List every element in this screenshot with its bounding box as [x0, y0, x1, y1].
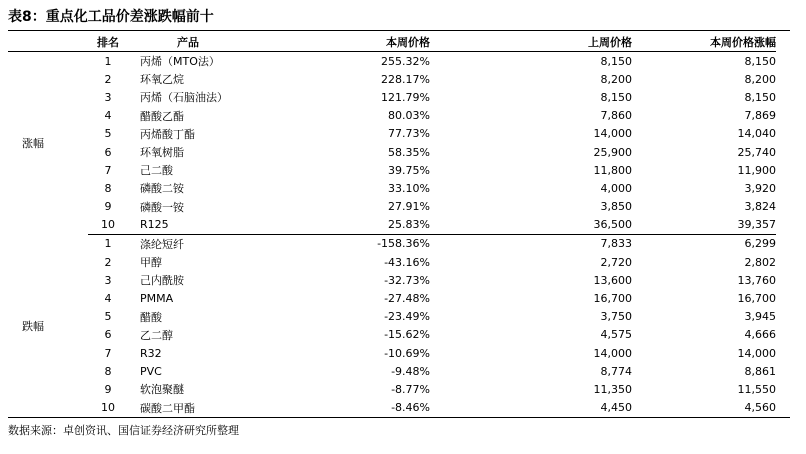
product-cell: R125 — [128, 216, 248, 235]
rank-cell: 1 — [104, 54, 112, 68]
rank-cell: 7 — [104, 163, 112, 177]
table-row — [8, 308, 776, 326]
table-row — [8, 380, 776, 398]
rise-group — [8, 52, 776, 235]
price-change-cell: 7,869 — [744, 109, 776, 123]
current-price-cell: 33.10% — [388, 181, 430, 195]
product-cell: 环氧树脂 — [140, 146, 184, 160]
price-spread-table — [8, 33, 776, 417]
data-source-note: 数据来源：卓创资讯、国信证券经济研究所整理 — [8, 424, 239, 437]
price-change-cell: 8,150 — [744, 90, 776, 104]
current-price-cell: -8.77% — [391, 382, 430, 396]
product-cell: 丙烯（MTO法） — [140, 55, 220, 69]
previous-price-cell: 36,500 — [430, 216, 632, 235]
rank-cell: 8 — [104, 181, 112, 195]
header-rank: 排名 — [97, 36, 119, 49]
product-cell: 己二酸 — [140, 164, 173, 178]
previous-price-cell: 7,860 — [600, 109, 632, 123]
header-previous-price: 上周价格 — [588, 36, 632, 49]
table-row — [8, 344, 776, 362]
price-change-cell: 39,357 — [632, 216, 776, 235]
previous-price-cell: 25,900 — [593, 145, 632, 159]
price-change-cell: 3,945 — [744, 310, 776, 324]
price-change-cell: 8,861 — [744, 364, 776, 378]
price-change-cell: 13,760 — [737, 273, 776, 287]
previous-price-cell: 3,750 — [600, 310, 632, 324]
previous-price-cell: 8,774 — [600, 364, 632, 378]
rank-cell: 6 — [104, 328, 112, 342]
previous-price-cell: 3,850 — [600, 200, 632, 214]
product-cell: R32 — [140, 346, 162, 360]
current-price-cell: 121.79% — [381, 90, 430, 104]
table-row — [8, 326, 776, 344]
current-price-cell: -158.36% — [377, 237, 430, 251]
product-cell: 涤纶短纤 — [140, 237, 184, 251]
current-price-cell: 39.75% — [388, 163, 430, 177]
product-cell: 丙烯酸丁酯 — [140, 127, 195, 141]
current-price-cell: -15.62% — [384, 328, 430, 342]
rank-cell: 5 — [104, 127, 112, 141]
table-row — [8, 125, 776, 143]
product-cell: 己内酰胺 — [140, 274, 184, 288]
product-cell: 乙二醇 — [140, 328, 173, 342]
previous-price-cell: 8,200 — [600, 72, 632, 86]
product-cell: PMMA — [140, 292, 174, 306]
product-cell: 软泡聚醚 — [140, 383, 184, 397]
rank-cell: 1 — [104, 237, 112, 251]
price-change-cell: 11,550 — [737, 382, 776, 396]
rank-cell: 9 — [104, 382, 112, 396]
price-change-cell: 3,824 — [744, 200, 776, 214]
header-current-price: 本周价格 — [386, 36, 430, 49]
previous-price-cell: 4,575 — [600, 328, 632, 342]
rank-cell: 2 — [104, 255, 112, 269]
current-price-cell: -27.48% — [384, 292, 430, 306]
price-change-cell: 25,740 — [737, 145, 776, 159]
table-row — [8, 399, 776, 417]
rank-cell: 10 — [101, 401, 115, 415]
rank-cell: 6 — [104, 145, 112, 159]
current-price-cell: -10.69% — [384, 346, 430, 360]
previous-price-cell: 4,450 — [600, 401, 632, 415]
table-bottom-divider — [8, 417, 790, 418]
title-divider — [8, 30, 790, 31]
current-price-cell: 25.83% — [248, 216, 430, 235]
rank-cell: 8 — [104, 364, 112, 378]
previous-price-cell: 16,700 — [593, 292, 632, 306]
rank-cell: 9 — [104, 200, 112, 214]
header-group — [8, 33, 88, 52]
price-change-cell: 4,666 — [744, 328, 776, 342]
product-cell: 醋酸乙酯 — [140, 109, 184, 123]
previous-price-cell: 7,833 — [600, 237, 632, 251]
price-change-cell: 8,200 — [744, 72, 776, 86]
price-change-cell: 14,040 — [737, 127, 776, 141]
price-change-cell: 2,802 — [744, 255, 776, 269]
product-cell: 磷酸一铵 — [140, 200, 184, 214]
table-row — [8, 161, 776, 179]
current-price-cell: 77.73% — [388, 127, 430, 141]
previous-price-cell: 13,600 — [593, 273, 632, 287]
table-title: 表8：重点化工品价差涨跌幅前十 — [8, 9, 214, 25]
product-cell: 丙烯（石脑油法） — [140, 91, 228, 105]
product-cell: 碳酸二甲酯 — [140, 401, 195, 415]
table-row — [8, 271, 776, 289]
rank-cell: 7 — [104, 346, 112, 360]
current-price-cell: -43.16% — [384, 255, 430, 269]
product-cell: 磷酸二铵 — [140, 182, 184, 196]
table-row — [8, 253, 776, 271]
price-change-cell: 6,299 — [744, 237, 776, 251]
table-row — [8, 216, 776, 235]
product-cell: 甲醇 — [140, 256, 162, 270]
table-row — [8, 88, 776, 106]
price-change-cell: 4,560 — [744, 401, 776, 415]
product-cell: 环氧乙烷 — [140, 73, 184, 87]
group-label: 涨幅 — [22, 137, 44, 151]
table-row — [8, 179, 776, 197]
group-label: 跌幅 — [22, 319, 44, 333]
current-price-cell: 255.32% — [381, 54, 430, 68]
current-price-cell: -32.73% — [384, 273, 430, 287]
table-row — [8, 52, 776, 71]
product-cell: PVC — [140, 364, 162, 378]
price-change-cell: 3,920 — [744, 181, 776, 195]
current-price-cell: -8.46% — [391, 401, 430, 415]
header-price-change: 本周价格涨幅 — [710, 36, 776, 49]
rank-cell: 2 — [104, 72, 112, 86]
current-price-cell: -9.48% — [391, 364, 430, 378]
rank-cell: 3 — [104, 90, 112, 104]
price-change-cell: 16,700 — [737, 292, 776, 306]
previous-price-cell: 8,150 — [600, 54, 632, 68]
rank-cell: 3 — [104, 273, 112, 287]
rank-cell: 5 — [104, 310, 112, 324]
price-change-cell: 8,150 — [744, 54, 776, 68]
header-product: 产品 — [177, 36, 199, 49]
table-row — [8, 234, 776, 253]
table-row — [8, 289, 776, 307]
table-row — [8, 143, 776, 161]
rank-cell: 4 — [104, 292, 112, 306]
table-row — [8, 70, 776, 88]
table-row — [8, 362, 776, 380]
current-price-cell: 27.91% — [388, 200, 430, 214]
previous-price-cell: 8,150 — [600, 90, 632, 104]
price-change-cell: 14,000 — [737, 346, 776, 360]
current-price-cell: -23.49% — [384, 310, 430, 324]
rank-cell: 4 — [104, 109, 112, 123]
header-row — [8, 33, 776, 52]
previous-price-cell: 14,000 — [593, 127, 632, 141]
fall-group — [8, 234, 776, 416]
current-price-cell: 80.03% — [388, 109, 430, 123]
current-price-cell: 58.35% — [388, 145, 430, 159]
rank-cell: 10 — [88, 216, 128, 235]
current-price-cell: 228.17% — [381, 72, 430, 86]
previous-price-cell: 11,350 — [593, 382, 632, 396]
table-row — [8, 198, 776, 216]
previous-price-cell: 4,000 — [600, 181, 632, 195]
price-change-cell: 11,900 — [737, 163, 776, 177]
table-row — [8, 107, 776, 125]
previous-price-cell: 14,000 — [593, 346, 632, 360]
previous-price-cell: 2,720 — [600, 255, 632, 269]
previous-price-cell: 11,800 — [593, 163, 632, 177]
product-cell: 醋酸 — [140, 310, 162, 324]
